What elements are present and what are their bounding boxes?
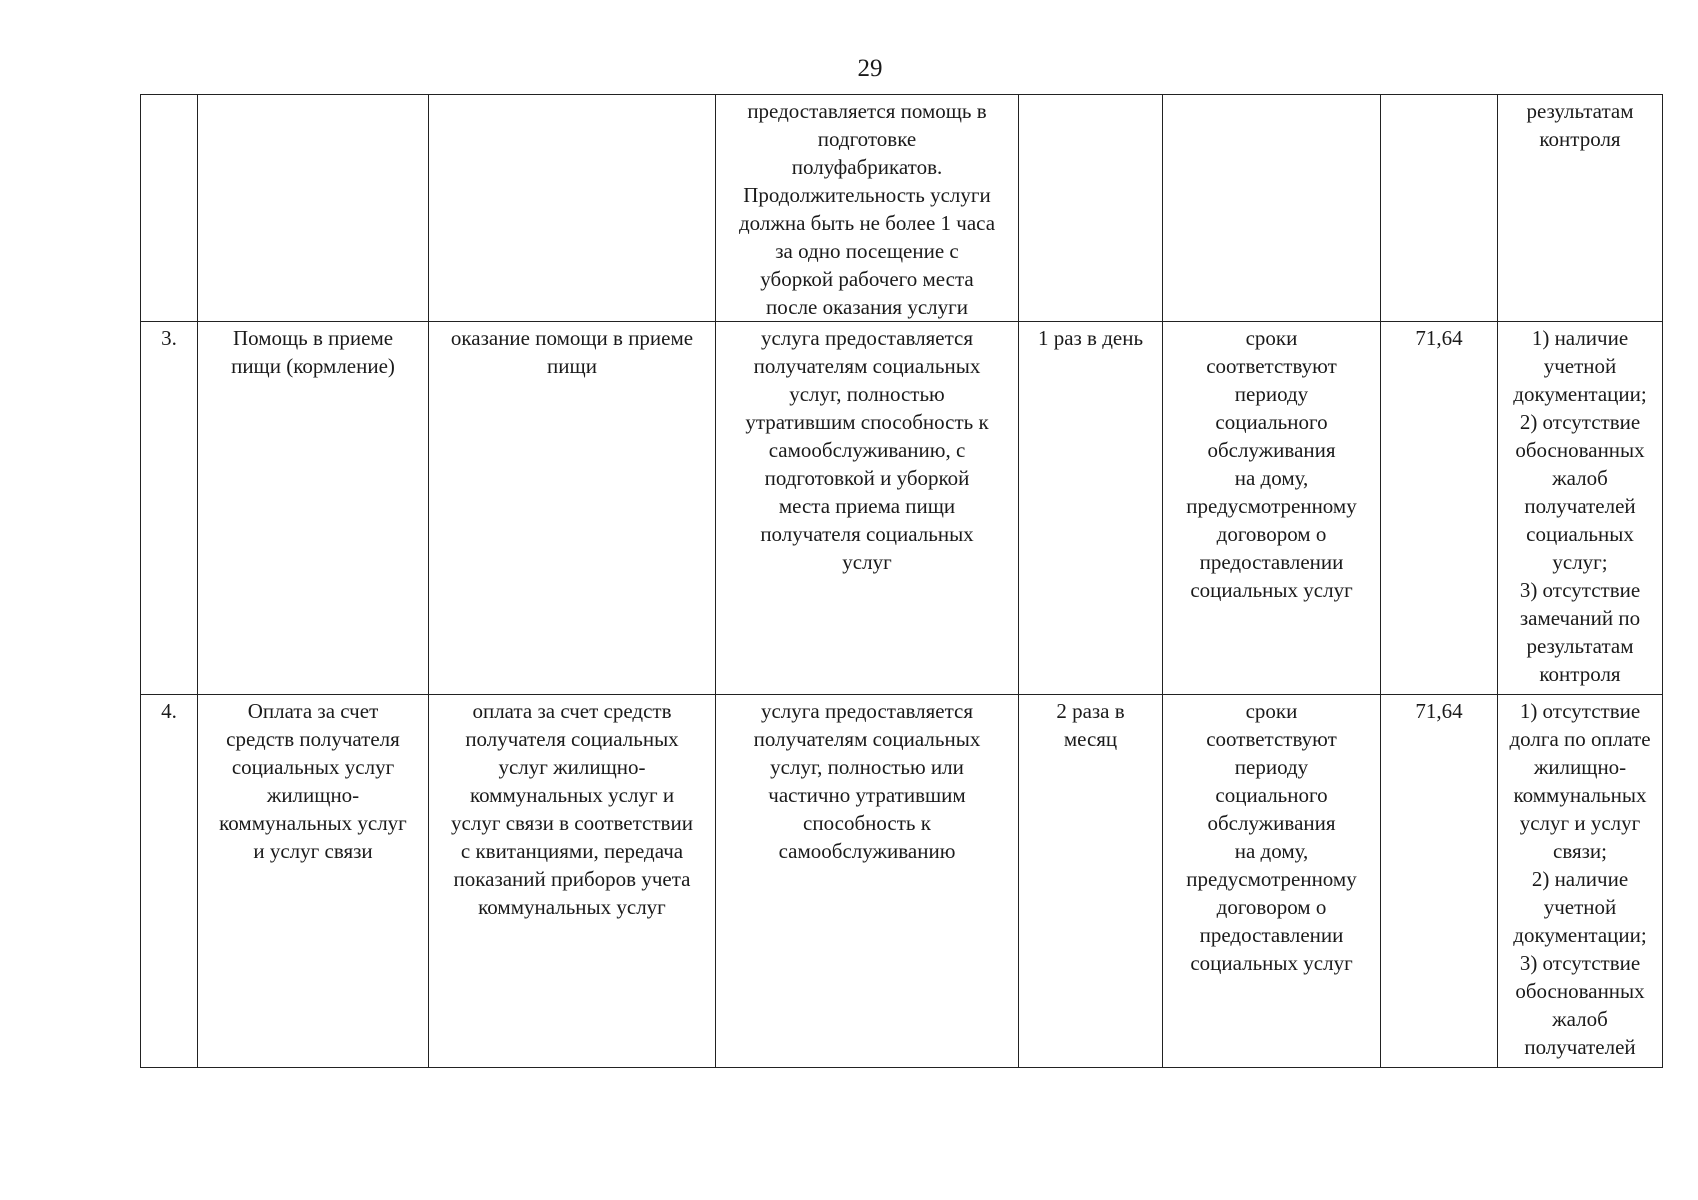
table-row: [141, 322, 1663, 695]
terms-cell: сроки соответствуют периоду социального обслуживания на дому, предусмотренному договором о предоставлении социальных услуг: [1163, 695, 1381, 1068]
service-content-cell: оплата за счет средств получателя социальных услуг жилищно- коммунальных услуг и услуг связи в соответствии с квитанциями, передача показаний приборов учета коммунальных услуг: [429, 695, 716, 1068]
service-name-cell: Оплата за счет средств получателя социальных услуг жилищно- коммунальных услуг и услуг связи: [198, 695, 429, 1068]
criteria-cell: 1) отсутствие долга по оплате жилищно- коммунальных услуг и услуг связи; 2) наличие учетной документации; 3) отсутствие обоснованных жалоб получателей: [1498, 695, 1663, 1068]
frequency-cell: 2 раза в месяц: [1019, 695, 1163, 1068]
cost-cell: 71,64: [1381, 322, 1498, 695]
table-row: [141, 95, 1663, 322]
criteria-cell: 1) наличие учетной документации; 2) отсутствие обоснованных жалоб получателей социальных услуг; 3) отсутствие замечаний по результатам контроля: [1498, 322, 1663, 695]
terms-cell: сроки соответствуют периоду социального обслуживания на дому, предусмотренному договором о предоставлении социальных услуг: [1163, 322, 1381, 695]
row-number-cell: 3.: [141, 322, 198, 695]
frequency-cell: [1019, 95, 1163, 322]
cost-cell: [1381, 95, 1498, 322]
page-number: 29: [857, 55, 883, 82]
row-number-cell: [141, 95, 198, 322]
terms-cell: [1163, 95, 1381, 322]
service-description-cell: услуга предоставляется получателям социальных услуг, полностью или частично утратившим способность к самообслуживанию: [716, 695, 1019, 1068]
cost-cell: 71,64: [1381, 695, 1498, 1068]
frequency-cell: 1 раз в день: [1019, 322, 1163, 695]
service-name-cell: Помощь в приеме пищи (кормление): [198, 322, 429, 695]
service-description-cell: услуга предоставляется получателям социальных услуг, полностью утратившим способность к самообслуживанию, с подготовкой и уборкой места приема пищи получателя социальных услуг: [716, 322, 1019, 695]
row-number-cell: 4.: [141, 695, 198, 1068]
services-table: [140, 94, 1663, 1068]
service-description-cell: предоставляется помощь в подготовке полуфабрикатов. Продолжительность услуги должна быть не более 1 часа за одно посещение с уборкой рабочего места после оказания услуги: [716, 95, 1019, 322]
service-name-cell: [198, 95, 429, 322]
service-content-cell: [429, 95, 716, 322]
table-row: [141, 695, 1663, 1068]
criteria-cell: результатам контроля: [1498, 95, 1663, 322]
service-content-cell: оказание помощи в приеме пищи: [429, 322, 716, 695]
